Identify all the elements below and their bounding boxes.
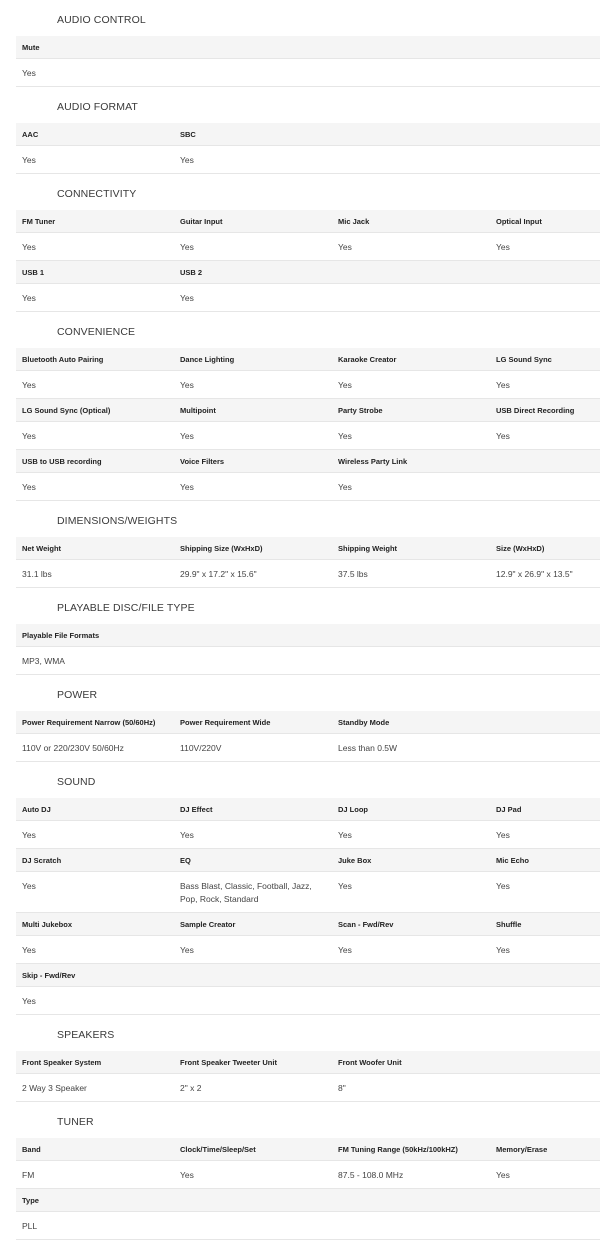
spec-label: Party Strobe bbox=[338, 405, 383, 415]
spec-value: Yes bbox=[22, 830, 36, 840]
spec-label: Voice Filters bbox=[180, 456, 225, 466]
spec-value: 2 Way 3 Speaker bbox=[22, 1083, 87, 1093]
spec-value: Yes bbox=[180, 155, 194, 165]
spec-value-row bbox=[16, 473, 600, 501]
spec-value: Yes bbox=[22, 242, 36, 252]
spec-value: Yes bbox=[338, 242, 352, 252]
spec-label: Size (WxHxD) bbox=[496, 543, 545, 553]
spec-label: SBC bbox=[180, 129, 196, 139]
spec-value: Yes bbox=[180, 1170, 194, 1180]
spec-value: 110V/220V bbox=[180, 743, 222, 753]
spec-label: Dance Lighting bbox=[180, 354, 235, 364]
section-title: AUDIO CONTROL bbox=[57, 14, 146, 26]
spec-label: Multi Jukebox bbox=[22, 919, 73, 929]
spec-label-row bbox=[16, 537, 600, 560]
spec-label: FM Tuning Range (50kHz/100kHZ) bbox=[338, 1144, 458, 1154]
spec-value: Yes bbox=[180, 293, 194, 303]
spec-label: Mic Echo bbox=[496, 855, 529, 865]
spec-label-row bbox=[16, 711, 600, 734]
spec-value: Yes bbox=[338, 881, 352, 891]
spec-value: Yes bbox=[22, 155, 36, 165]
spec-section bbox=[0, 87, 600, 174]
spec-label: Mic Jack bbox=[338, 216, 370, 226]
spec-value-row bbox=[16, 560, 600, 588]
spec-value-row bbox=[16, 647, 600, 675]
spec-label: DJ Effect bbox=[180, 804, 213, 814]
section-title: SPEAKERS bbox=[57, 1029, 115, 1041]
spec-value: Yes bbox=[22, 380, 36, 390]
spec-table bbox=[16, 537, 600, 588]
spec-label: Juke Box bbox=[338, 855, 372, 865]
spec-label: DJ Pad bbox=[496, 804, 522, 814]
spec-label: Karaoke Creator bbox=[338, 354, 397, 364]
spec-value-row bbox=[16, 1161, 600, 1189]
section-title: AUDIO FORMAT bbox=[57, 101, 138, 113]
spec-label-row bbox=[16, 913, 600, 936]
spec-label: Wireless Party Link bbox=[338, 456, 408, 466]
spec-value: Yes bbox=[180, 242, 194, 252]
spec-value-row bbox=[16, 422, 600, 450]
spec-label: Multipoint bbox=[180, 405, 216, 415]
spec-value: 37.5 lbs bbox=[338, 569, 368, 579]
spec-value: Yes bbox=[22, 945, 36, 955]
spec-label: LG Sound Sync bbox=[496, 354, 552, 364]
spec-value: Yes bbox=[338, 830, 352, 840]
spec-label: Shuffle bbox=[496, 919, 522, 929]
spec-label: Standby Mode bbox=[338, 717, 390, 727]
spec-value: Yes bbox=[338, 431, 352, 441]
spec-label-row bbox=[16, 399, 600, 422]
section-title: POWER bbox=[57, 689, 98, 701]
spec-table bbox=[16, 123, 600, 174]
spec-value-row bbox=[16, 1212, 600, 1240]
spec-value: MP3, WMA bbox=[22, 656, 65, 666]
spec-value: Less than 0.5W bbox=[338, 743, 398, 753]
spec-label: Playable File Formats bbox=[22, 630, 100, 640]
spec-value: Yes bbox=[180, 380, 194, 390]
spec-label: FM Tuner bbox=[22, 216, 56, 226]
spec-table bbox=[16, 36, 600, 87]
spec-label: USB Direct Recording bbox=[496, 405, 575, 415]
spec-value: Yes bbox=[22, 881, 36, 891]
spec-value-row bbox=[16, 146, 600, 174]
spec-label: USB to USB recording bbox=[22, 456, 102, 466]
spec-table bbox=[16, 1138, 600, 1240]
spec-table bbox=[16, 348, 600, 501]
spec-label-row bbox=[16, 210, 600, 233]
spec-table bbox=[16, 711, 600, 762]
spec-table bbox=[16, 210, 600, 312]
spec-label: Memory/Erase bbox=[496, 1144, 548, 1154]
spec-label-row bbox=[16, 1138, 600, 1161]
spec-value: Yes bbox=[22, 431, 36, 441]
section-title: CONVENIENCE bbox=[57, 326, 136, 338]
spec-label: Power Requirement Wide bbox=[180, 717, 271, 727]
section-title: TUNER bbox=[57, 1116, 94, 1128]
spec-value-row bbox=[16, 1074, 600, 1102]
spec-label-row bbox=[16, 624, 600, 647]
spec-label: Front Speaker System bbox=[22, 1057, 102, 1067]
spec-section bbox=[0, 312, 600, 501]
spec-label: Type bbox=[22, 1195, 39, 1205]
spec-value: 31.1 lbs bbox=[22, 569, 52, 579]
spec-value-row bbox=[16, 734, 600, 762]
spec-label: Net Weight bbox=[22, 543, 62, 553]
spec-value: 87.5 - 108.0 MHz bbox=[338, 1170, 404, 1180]
spec-label: Front Woofer Unit bbox=[338, 1057, 402, 1067]
spec-label: Bluetooth Auto Pairing bbox=[22, 354, 104, 364]
spec-label: Mute bbox=[22, 42, 40, 52]
spec-value: Yes bbox=[22, 293, 36, 303]
spec-table bbox=[16, 624, 600, 675]
spec-label: AAC bbox=[22, 129, 39, 139]
section-title: PLAYABLE DISC/FILE TYPE bbox=[57, 602, 195, 614]
spec-value: Yes bbox=[338, 380, 352, 390]
spec-section bbox=[0, 174, 600, 312]
spec-label-row bbox=[16, 450, 600, 473]
spec-value: 12.9" x 26.9" x 13.5" bbox=[496, 569, 573, 579]
spec-value-row bbox=[16, 371, 600, 399]
spec-label-row bbox=[16, 348, 600, 371]
spec-value: Bass Blast, Classic, Football, Jazz, Pop, Rock, Standard bbox=[180, 881, 312, 904]
spec-value: Yes bbox=[180, 482, 194, 492]
spec-value-row bbox=[16, 284, 600, 312]
spec-value-row bbox=[16, 233, 600, 261]
spec-section bbox=[0, 1102, 600, 1240]
spec-value: 2" x 2 bbox=[180, 1083, 202, 1093]
spec-value: Yes bbox=[22, 68, 36, 78]
spec-label: DJ Scratch bbox=[22, 855, 62, 865]
spec-label-row bbox=[16, 261, 600, 284]
section-title: SOUND bbox=[57, 776, 96, 788]
spec-label: USB 1 bbox=[22, 267, 45, 277]
spec-label: Shipping Size (WxHxD) bbox=[180, 543, 263, 553]
spec-value: Yes bbox=[496, 881, 510, 891]
spec-value-row bbox=[16, 872, 600, 913]
spec-value: Yes bbox=[496, 1170, 510, 1180]
spec-label: Band bbox=[22, 1144, 41, 1154]
spec-label: Skip - Fwd/Rev bbox=[22, 970, 76, 980]
spec-section bbox=[0, 0, 600, 87]
spec-label: USB 2 bbox=[180, 267, 203, 277]
spec-section bbox=[0, 501, 600, 588]
spec-table bbox=[16, 798, 600, 1015]
spec-label: Auto DJ bbox=[22, 804, 51, 814]
spec-value: Yes bbox=[180, 431, 194, 441]
spec-label: EQ bbox=[180, 855, 191, 865]
spec-label: LG Sound Sync (Optical) bbox=[22, 405, 111, 415]
spec-value: 110V or 220/230V 50/60Hz bbox=[22, 743, 124, 753]
spec-label-row bbox=[16, 1051, 600, 1074]
spec-label-row bbox=[16, 849, 600, 872]
section-title: DIMENSIONS/WEIGHTS bbox=[57, 515, 178, 527]
spec-value: Yes bbox=[496, 945, 510, 955]
spec-value: 29.9" x 17.2" x 15.6" bbox=[180, 569, 257, 579]
spec-label: Sample Creator bbox=[180, 919, 236, 929]
spec-label-row bbox=[16, 964, 600, 987]
spec-value: PLL bbox=[22, 1221, 38, 1231]
spec-label: Guitar Input bbox=[180, 216, 223, 226]
spec-label-row bbox=[16, 798, 600, 821]
spec-value: Yes bbox=[338, 945, 352, 955]
spec-value: Yes bbox=[180, 830, 194, 840]
spec-value: Yes bbox=[22, 996, 36, 1006]
spec-value: Yes bbox=[180, 945, 194, 955]
spec-label: Shipping Weight bbox=[338, 543, 398, 553]
spec-value-row bbox=[16, 821, 600, 849]
spec-value: Yes bbox=[496, 380, 510, 390]
spec-table bbox=[16, 1051, 600, 1102]
spec-section bbox=[0, 588, 600, 675]
spec-section bbox=[0, 762, 600, 1015]
spec-value-row bbox=[16, 936, 600, 964]
spec-value: Yes bbox=[496, 242, 510, 252]
spec-value-row bbox=[16, 987, 600, 1015]
spec-label: Front Speaker Tweeter Unit bbox=[180, 1057, 277, 1067]
spec-label-row bbox=[16, 36, 600, 59]
spec-label: Power Requirement Narrow (50/60Hz) bbox=[22, 717, 156, 727]
spec-value: Yes bbox=[338, 482, 352, 492]
spec-section bbox=[0, 1015, 600, 1102]
spec-value: 8" bbox=[338, 1083, 346, 1093]
spec-value: Yes bbox=[496, 431, 510, 441]
spec-value: Yes bbox=[496, 830, 510, 840]
spec-value-row bbox=[16, 59, 600, 87]
spec-label-row bbox=[16, 123, 600, 146]
spec-label: DJ Loop bbox=[338, 804, 368, 814]
spec-label: Scan - Fwd/Rev bbox=[338, 919, 394, 929]
section-title: CONNECTIVITY bbox=[57, 188, 137, 200]
spec-section bbox=[0, 675, 600, 762]
spec-value: FM bbox=[22, 1170, 35, 1180]
spec-label: Optical Input bbox=[496, 216, 542, 226]
spec-value: Yes bbox=[22, 482, 36, 492]
spec-label-row bbox=[16, 1189, 600, 1212]
spec-label: Clock/Time/Sleep/Set bbox=[180, 1144, 256, 1154]
